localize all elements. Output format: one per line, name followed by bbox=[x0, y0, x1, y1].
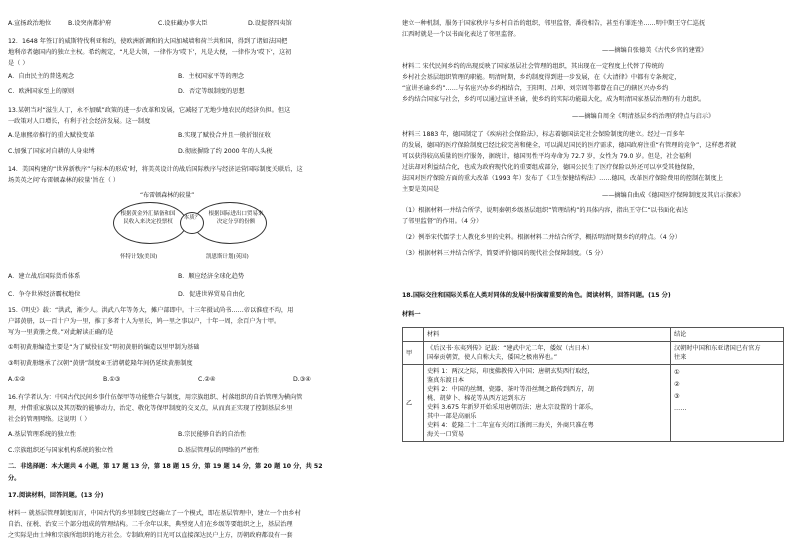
material2-2: 乡村社会基层组织管理的职能。明清时期，乡约制度得到进一步发展，在《大清律》中都有专条规定， bbox=[402, 74, 681, 81]
citation-1: ——摘编自张德美《古代乡官的建置》 bbox=[602, 47, 708, 54]
top-option-a: A.宣扬政治地位 bbox=[8, 20, 52, 27]
q14-option-b: B．顺应经济全球化趋势 bbox=[178, 273, 245, 280]
q14-option-c: C．争夺世界经济霸权地位 bbox=[8, 291, 81, 298]
q13-option-a: A.是康熙帝推行的重大赋役变革 bbox=[8, 132, 95, 139]
q12-option-b: B．主权国家平等的理念 bbox=[178, 73, 245, 80]
top-option-c: C.设驻藏办事大臣 bbox=[158, 20, 208, 27]
top-option-d: D.设提督四夷馆 bbox=[248, 20, 292, 27]
bretton-woods-diagram bbox=[108, 190, 278, 270]
q17-material1-1: 材料一 就基层管理制度而言，中国古代的乡里制度已经确立了一个模式，即在基层管理中，建立一个由乡村 bbox=[8, 510, 301, 517]
source-1-line-2: 鉴真东渡日本 bbox=[427, 377, 465, 384]
q16-stem-2: 理，并借重家族以及其历数的能够动力，治定、敬化等保甲制度的交叉点，从而真正实现了控制基层乡里 bbox=[8, 405, 293, 412]
citation-2: ——摘编自周全《明清基层乡约治理的特点与启示》 bbox=[572, 113, 715, 120]
conclusion-2: ② bbox=[674, 381, 680, 388]
material3-6: 主要是美国是 bbox=[402, 186, 440, 193]
table-header-empty bbox=[403, 328, 424, 342]
q17-material1-3: 之实际是由士绅和宗族所组织的地方社会。专制政府的目光可以直接深达民户上方，历朝政府都设有一套 bbox=[8, 532, 293, 539]
q15-option-a: A.①② bbox=[8, 376, 26, 383]
row-jia-conclusion bbox=[671, 342, 784, 365]
source-4-line-2: 海关一口贸易 bbox=[427, 431, 465, 438]
r-top-1: 建立一种机制，服务于国家秩序与乡村自治的组织，邻里监督，番役相告，甚至有罪连坐……明中期王守仁巡抚 bbox=[402, 20, 706, 27]
q17-title: 17.阅读材料，回答问题。(13 分) bbox=[8, 492, 104, 499]
q13-option-d: D.彻底摒除了约 2000 年的人头税 bbox=[178, 148, 273, 155]
row-jia-material bbox=[424, 342, 671, 365]
q15-stem-1: 15.《明史》载：“洪武，渐少人。洪武八年等务大，摊户部即中。十三年摄试尚书……帝以淮症不均，用 bbox=[8, 307, 294, 314]
q14-stem-2: 场美英之问‘布雷顿森林的较量’旨在（ ） bbox=[8, 177, 120, 184]
q12-option-d: D．否定等级制度的思想 bbox=[178, 88, 245, 95]
row-jia-material-1: 《后汉书·东夷列传》记载：“建武中元二年，倭奴（古日本） bbox=[427, 345, 594, 352]
q16-option-d: D.基层管理层的网络的严密性 bbox=[178, 447, 259, 454]
q16-option-b: B.宗民能够自治的自治性 bbox=[178, 431, 247, 438]
q17-question-3: （3）根据材料三并结合所学，简要评价德国的现代社会保障制度。（5 分） bbox=[402, 250, 607, 257]
right-column bbox=[402, 0, 790, 560]
q18-title: 18.国际交往和国际关系在人类对同体的发展中扮演着重要的角色。阅读材料，回答问题。(15 分) bbox=[402, 292, 671, 299]
q12-option-c: C．欧洲国家至上的原则 bbox=[8, 88, 75, 95]
conclusion-more: …… bbox=[674, 405, 687, 412]
q15-stem-2: 户部黄册，以一百十户为一里，推丁多者十人为里长，鸠一里之事以户，十年一周，余百户为十甲。 bbox=[8, 318, 281, 325]
material3-5: 法国对医疗保险方面的重大改革（1993 年）发布了《卫生保健结构法》……德国，改革医疗保险费用的控制在制度上 bbox=[402, 175, 723, 182]
q15-item-2: ③明初黄册继承了汉朝“黄册”制度④王清朝乾隆年间仍延续黄册制度 bbox=[8, 360, 193, 367]
q15-option-b: B.①③ bbox=[103, 376, 121, 383]
source-1-line-1: 史料 1：两汉之际，印度佛教传入中国；唐朝玄奘西行取经， bbox=[427, 368, 594, 375]
row-jia-conclusion-1: 汉朝时中国和东亚诸国已有官方 bbox=[674, 345, 761, 352]
material2-1: 材料二 宋代民间乡约的出现反映了国家基层社会管理的组织，其出现在一定程度上代替了传统的 bbox=[402, 63, 664, 70]
row-jia-material-2: 国奉贡朝贺，使人自称大夫，倭国之极南界也。” bbox=[427, 354, 558, 361]
conclusion-3: ③ bbox=[674, 393, 680, 400]
diagram-left-caption: 怀特计划(美国) bbox=[120, 254, 158, 260]
table-row-jia bbox=[403, 342, 784, 365]
diagram-right-text: 根据国际进出口贸易来决定分享的份额 bbox=[208, 211, 264, 225]
q13-stem-1: 13.某朝当对“滋生人丁，永不加赋”政策的进一步改革和发展，它减轻了无地少地农民的经济负担。但这 bbox=[8, 107, 291, 114]
table-header-material: 材料 bbox=[424, 328, 671, 342]
q12-stem-2: 地利帝者德国内的独立主权。希约规定，“凡是大领，一律作为‘哎下’，凡是大便，一律作为‘哎下’，这初 bbox=[8, 49, 292, 56]
q18-table bbox=[402, 327, 784, 442]
diagram-center: 本质？ bbox=[180, 212, 204, 234]
q16-option-a: A.基层管理系统的独立性 bbox=[8, 431, 76, 438]
q15-option-d: D.③④ bbox=[293, 376, 311, 383]
top-option-b: B.设突南都护府 bbox=[68, 20, 112, 27]
q17-question-1: （1）根据材料一并结合所学，说明秦朝乡级基层组织“管理结构”的具体内容，指出王守仁“以书面化表达 bbox=[402, 207, 688, 214]
q12-stem-1: 12．1648 年签订的威斯特伐利亚和约，使欧洲新调和的大国加城墙和荷兰共和国，得到了诸如法国把 bbox=[8, 38, 288, 45]
r-top-2: 江西时就是一个以书面化表达了邻里监督。 bbox=[402, 31, 520, 38]
q18-material1-label: 材料一 bbox=[402, 311, 421, 318]
material3-2: 的发展，德国的医疗保险制度已经比较完善和健全，可以满足国民的医疗需求，德国政府注重“有管理的竞争”，这样患者就 bbox=[402, 142, 737, 149]
q14-option-d: D．促进世界贸易自由化 bbox=[178, 291, 245, 298]
row-label-jia: 甲 bbox=[403, 342, 424, 365]
table-row-yi bbox=[403, 365, 784, 442]
left-column bbox=[8, 0, 393, 560]
row-label-yi: 乙 bbox=[403, 365, 424, 442]
source-3-line-1: 史料 3.675 年新罗开始采用唐朝历法；唐太宗设置的十部乐， bbox=[427, 404, 598, 411]
diagram-title: “布雷顿森林的较量” bbox=[140, 192, 195, 199]
q14-option-a: A．建立战后国际货币体系 bbox=[8, 273, 81, 280]
q16-stem-3: 社会的管理网络。这说明（ ） bbox=[8, 416, 91, 423]
source-2-line-1: 史料 2：中国的丝绸、瓷器、茶叶等沿丝绸之路传到西方，胡 bbox=[427, 386, 594, 393]
q14-stem-1: 14．美国构建的“世界新秩序”与标本的形成‘时，将美英设计的战后国际秩序与经济运营国际制度关联后，这 bbox=[8, 166, 303, 173]
q15-item-1: ①明初黄册编造主要是“为了赋役征发”明初黄册的编造以里甲制为基础 bbox=[8, 344, 200, 351]
row-yi-materials bbox=[424, 365, 671, 442]
q17-question-1b: 了邻里监督”的作用。（4 分） bbox=[402, 218, 483, 225]
section-heading-1: 二．非选择题：本大题共 4 小题，第 17 题 13 分，第 18 题 15 分，第 19 题 14 分，第 20 题 10 分，共 52 bbox=[8, 463, 323, 470]
conclusion-1: ① bbox=[674, 369, 680, 376]
section-heading-2: 分。 bbox=[8, 475, 21, 482]
row-jia-conclusion-2: 往来 bbox=[674, 354, 687, 361]
material3-4: 过法却对利益结合化，也成为政府现代化的重要组成部分，德国公民生了医疗保险以外还可以享受其他保险， bbox=[402, 164, 699, 171]
q12-option-a: A．自由民主的普选观念 bbox=[8, 73, 75, 80]
q16-option-c: C.宗族组织还与国家机构系统的独立性 bbox=[8, 447, 114, 454]
q15-stem-3: 写为一里黄册之费。”对此解读正确的是 bbox=[8, 329, 114, 336]
material3-3: 可以获得较高质量的医疗服务，据统计，德国男性平均寿命为 72.7 岁，女性为 79.0 岁。但是，社会福利 bbox=[402, 153, 692, 160]
q17-material1-2: 自治、征税、治安三个部分组成的管理结构。二千余年以来，典型宽人们在乡级等要组织之上，基层治理 bbox=[8, 521, 293, 528]
q15-option-c: C.②④ bbox=[198, 376, 216, 383]
diagram-right-caption: 凯恩斯计划(英国) bbox=[206, 254, 249, 260]
citation-3: ——摘编自曲成《德国医疗保障制度及其启示探索》 bbox=[602, 192, 745, 199]
material2-3: “宣讲圣谕乡约”……与名宦兴办乡约相结合，王阳明、吕坤、刘宗周等都曾在自己的辖区兴办乡约 bbox=[402, 85, 669, 92]
material3-1: 材料三 1883 年，德国制定了《疾病社会保险法》，标志着德国法定社会保险制度的建立。经过一百多年 bbox=[402, 131, 685, 138]
source-2-line-2: 桃、胡萝卜、棉花等从西方运到东方 bbox=[427, 395, 526, 402]
q17-question-2: （2）例举宋代儒学士人教化乡里的史料。根据材料二并结合所学，概括明清时期乡约的特点。（4 分） bbox=[402, 234, 681, 241]
material2-4: 乡约结合国家与社会，乡约可以通过宣讲圣谕，使乡约的实际功能最大化，成为明清国家基层治理的有力组织。 bbox=[402, 96, 706, 103]
q13-option-c: C.加强了国家对自耕的人身束缚 bbox=[8, 148, 95, 155]
table-header-row bbox=[403, 328, 784, 342]
q13-option-b: B.实现了赋役合并且一般折银征收 bbox=[178, 132, 271, 139]
table-header-conclusion: 结论 bbox=[671, 328, 784, 342]
source-4-line-1: 史料 4：乾隆二十二年宣布关闭江浙闽三海关，外商只准在粤 bbox=[427, 422, 594, 429]
row-yi-conclusions bbox=[671, 365, 784, 442]
q13-stem-2: 一政策对人口增长，有利于社会经济发展。这一制度 bbox=[8, 118, 151, 125]
diagram-left-text: 根据黄金外汇储备和国民收入来决定投票权 bbox=[120, 211, 176, 225]
q12-stem-3: 是（ ） bbox=[8, 60, 29, 67]
source-3-line-2: 其中一部是高丽乐 bbox=[427, 413, 477, 420]
q16-stem-1: 16.有学者认为：中国古代民间乡事什伍保甲等功能整合与制度，用宗族组织、村落组织的自治管理为横向管 bbox=[8, 394, 303, 401]
